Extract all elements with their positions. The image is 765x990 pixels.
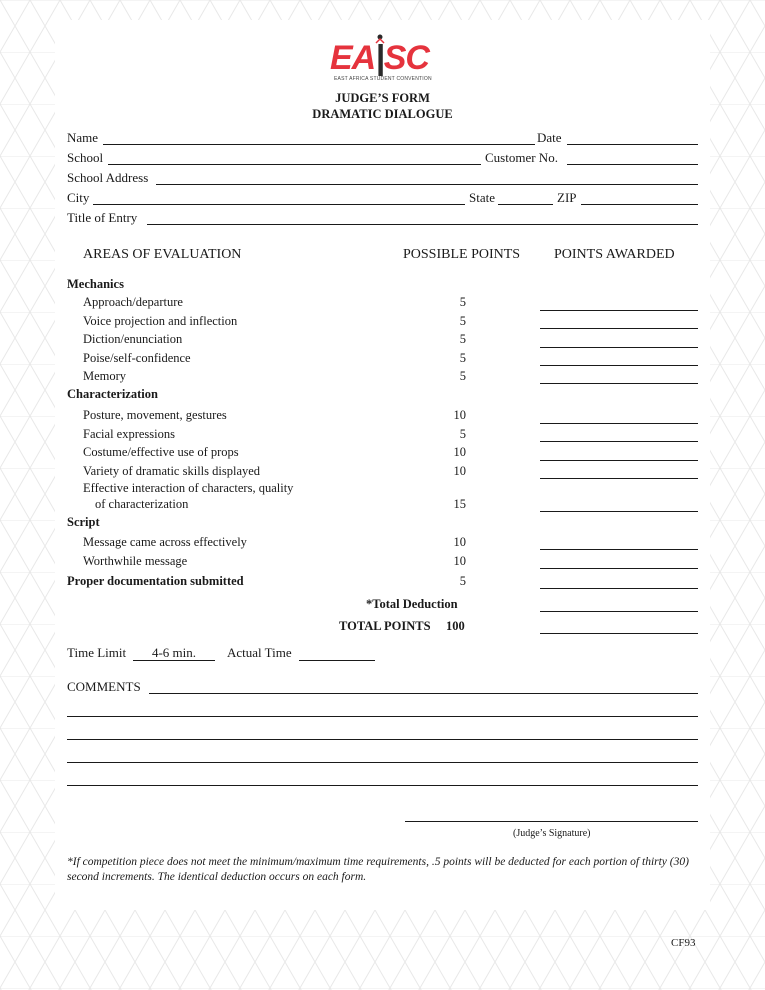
total-points-label: TOTAL POINTS [339,619,431,633]
actual-time-field[interactable] [299,660,375,661]
logo-mark-right: SC [383,39,429,77]
criterion-points: 5 [459,332,466,346]
points-awarded-field[interactable] [540,549,698,550]
criterion-points: 10 [453,408,466,422]
documentation-points: 5 [459,574,466,588]
comments-line[interactable] [67,739,698,740]
title-of-entry-field[interactable] [147,224,698,225]
total-deduction-label: *Total Deduction [366,597,458,611]
possible-points-header: POSSIBLE POINTS [403,247,521,262]
criterion-points: 5 [459,427,466,441]
points-awarded-field[interactable] [540,347,698,348]
criterion-label: Posture, movement, gestures [83,408,227,422]
areas-of-evaluation-header: AREAS OF EVALUATION [83,247,242,262]
school-label: School [67,150,104,165]
comments-line[interactable] [67,716,698,717]
comments-label: COMMENTS [67,679,141,694]
zip-field[interactable] [581,204,698,205]
criterion-label: Poise/self-confidence [83,351,191,365]
criterion-label: Approach/departure [83,295,183,309]
criterion-points: 15 [453,497,466,511]
city-label: City [67,190,90,205]
logo-mark-left: EA [330,39,376,77]
points-awarded-field[interactable] [540,441,698,442]
total-points-value: 100 [446,619,465,633]
criterion-label-continued: of characterization [95,497,189,511]
criterion-label: Effective interaction of characters, quality [83,481,294,495]
criterion-label: Diction/enunciation [83,332,183,346]
points-awarded-field[interactable] [540,365,698,366]
actual-time-label: Actual Time [227,645,292,660]
criterion-label: Variety of dramatic skills displayed [83,464,261,478]
date-label: Date [537,130,562,145]
logo-subtitle: EAST AFRICA STUDENT CONVENTION [334,76,432,82]
points-awarded-field[interactable] [540,328,698,329]
school-field[interactable] [108,164,481,165]
form-title: JUDGE’S FORM [335,91,430,105]
city-field[interactable] [93,204,465,205]
section-mechanics: Mechanics [67,277,124,291]
time-limit-label: Time Limit [67,645,127,660]
criterion-label: Voice projection and inflection [83,314,238,328]
criterion-points: 5 [459,295,466,309]
criterion-label: Memory [83,369,127,383]
title-of-entry-label: Title of Entry [67,210,138,225]
school-address-field[interactable] [156,184,698,185]
criterion-label: Message came across effectively [83,535,247,549]
judge-signature-field[interactable] [405,821,698,822]
total-deduction-field[interactable] [540,611,698,612]
total-points-awarded-field[interactable] [540,633,698,634]
criterion-points: 5 [459,351,466,365]
section-characterization: Characterization [67,387,158,401]
form-code: CF93 [671,937,696,949]
criterion-points: 5 [459,314,466,328]
criterion-points: 10 [453,535,466,549]
criterion-points: 10 [453,464,466,478]
name-label: Name [67,130,99,145]
zip-label: ZIP [557,190,577,205]
points-awarded-field[interactable] [540,310,698,311]
points-awarded-field[interactable] [540,383,698,384]
criterion-points: 10 [453,445,466,459]
customer-no-field[interactable] [567,164,698,165]
criterion-label: Worthwhile message [83,554,188,568]
points-awarded-field[interactable] [540,478,698,479]
time-limit-value: 4-6 min. [133,646,215,661]
points-awarded-field[interactable] [540,460,698,461]
documentation-label: Proper documentation submitted [67,574,244,588]
criterion-label: Costume/effective use of props [83,445,239,459]
name-field[interactable] [103,144,535,145]
points-awarded-field[interactable] [540,423,698,424]
criterion-points: 5 [459,369,466,383]
comments-line[interactable] [149,693,698,694]
section-script: Script [67,515,100,529]
school-address-label: School Address [67,170,149,185]
form-subtitle: DRAMATIC DIALOGUE [312,107,453,121]
customer-no-label: Customer No. [485,150,558,165]
state-field[interactable] [498,204,553,205]
eaysc-logo: EA|SC EAST AFRICA STUDENT CONVENTION [330,34,440,86]
star-icon [375,34,385,44]
time-deduction-footnote: *If competition piece does not meet the minimum/maximum time requirements, .5 points will be deducted for each portion of thirty (30) second increments. The identical deduction occurs on each form. [67,856,689,883]
points-awarded-field[interactable] [540,568,698,569]
points-awarded-field[interactable] [540,511,698,512]
judge-signature-label: (Judge’s Signature) [513,828,591,839]
comments-line[interactable] [67,762,698,763]
state-label: State [469,190,495,205]
points-awarded-field[interactable] [540,588,698,589]
comments-line[interactable] [67,785,698,786]
criterion-label: Facial expressions [83,427,175,441]
points-awarded-header: POINTS AWARDED [554,247,675,262]
date-field[interactable] [567,144,698,145]
criterion-points: 10 [453,554,466,568]
